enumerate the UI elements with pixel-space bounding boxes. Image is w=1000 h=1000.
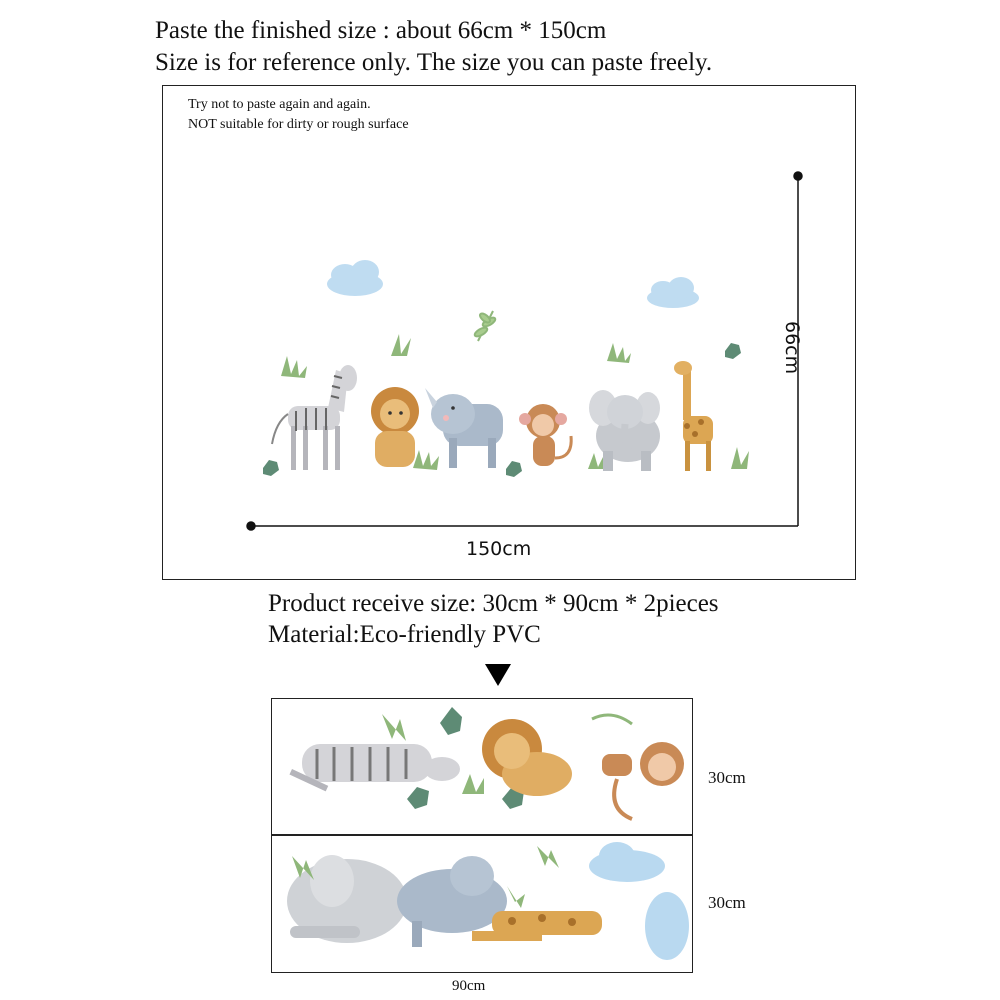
sheet1-zebra	[289, 744, 460, 791]
height-dimension-label: 66cm	[781, 321, 803, 375]
sheet-1-height-label: 30cm	[708, 768, 746, 787]
surface-warning-note: NOT suitable for dirty or rough surface	[188, 117, 409, 132]
elephant-illustration	[589, 390, 660, 471]
receive-size-text: Product receive size: 30cm * 90cm * 2pieces	[268, 590, 719, 617]
sticker-sheet-2	[271, 835, 693, 973]
width-dimension-label: 150cm	[466, 538, 532, 560]
sticker-sheet-1	[271, 698, 693, 835]
headline-finished-size: Paste the finished size : about 66cm * 150cm	[155, 17, 607, 44]
sheet-1-illustrations	[272, 699, 692, 834]
sheet-width-label: 90cm	[452, 978, 486, 994]
dimension-lines	[247, 172, 802, 530]
wall-preview-frame	[162, 85, 856, 580]
headline-reference-note: Size is for reference only. The size you can paste freely.	[155, 49, 713, 76]
height-dimension-dot	[794, 172, 802, 180]
sheet2-clouds	[589, 842, 689, 960]
rhino-illustration	[425, 388, 503, 468]
cloud-right	[647, 277, 699, 308]
sheet-2-height-label: 30cm	[708, 893, 746, 912]
giraffe-illustration	[674, 361, 713, 471]
sheet1-monkey	[602, 742, 684, 819]
monkey-illustration	[519, 404, 571, 466]
cloud-left	[327, 260, 383, 296]
fern-branch	[473, 311, 496, 341]
lion-illustration	[371, 387, 419, 467]
sheet-2-illustrations	[272, 836, 692, 972]
width-dimension-dot	[247, 522, 255, 530]
down-arrow-icon	[485, 664, 511, 686]
sheet1-lion	[482, 719, 572, 796]
material-text: Material:Eco-friendly PVC	[268, 621, 541, 648]
wall-preview-scene	[163, 86, 855, 579]
zebra-illustration	[272, 365, 357, 470]
paste-warning-note: Try not to paste again and again.	[188, 97, 371, 112]
